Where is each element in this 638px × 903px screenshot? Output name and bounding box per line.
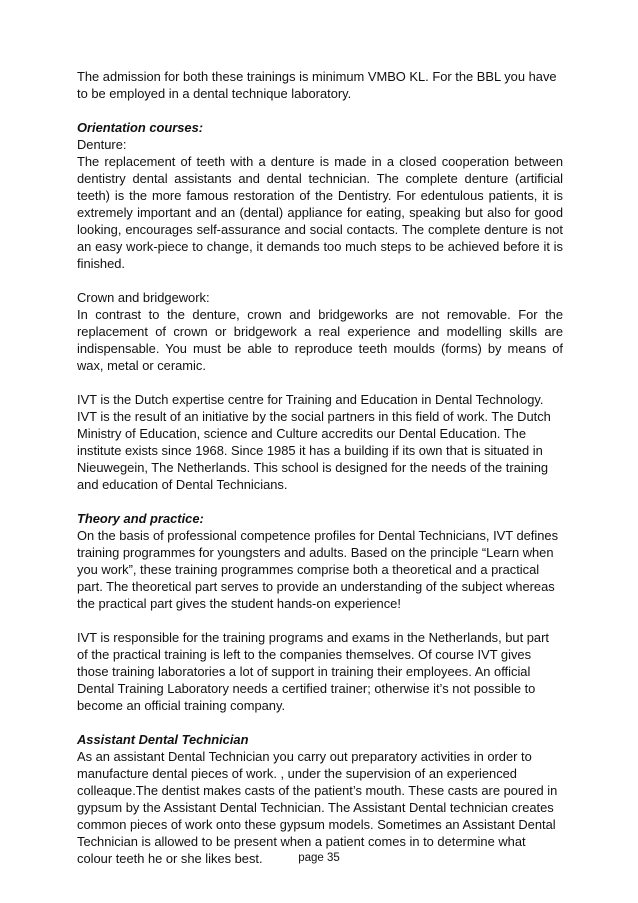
theory-heading: Theory and practice: — [77, 511, 204, 526]
orientation-heading: Orientation courses: — [77, 120, 204, 135]
assistant-heading: Assistant Dental Technician — [77, 732, 249, 747]
ivt-paragraph: IVT is the Dutch expertise centre for Training and Education in Dental Technology. IVT is the result of an initiative by the social partners in this field of work. The Dutch Ministry of Education, science and Culture accredits our Dental Education. The institute exists since 1968. Since 1985 it has a building if its own that is situated in Nieuwegein, The Netherlands. This school is designed for the needs of the training and education of Dental Technicians. — [77, 392, 551, 492]
page-number: page 35 — [298, 852, 340, 864]
crown-paragraph: In contrast to the denture, crown and bridgeworks are not removable. For the replacement of crown or bridgework a real experience and modelling skills are indispensable. You must be able to reproduce teeth moulds (forms) by means of wax, metal or ceramic. — [77, 307, 563, 373]
denture-paragraph: The replacement of teeth with a denture is made in a closed cooperation between dentistry dental assistants and dental technician. The complete denture (artificial teeth) is the more famous restoration of the Dentistry. For edentulous patients, it is extremely important and an (dental) appliance for eating, speaking but also for good looking, encourages self-assurance and social contacts. The complete denture is not an easy work-piece to change, it demands too much steps to be achieved before it is finished. — [77, 154, 563, 271]
crown-label: Crown and bridgework: — [77, 290, 210, 305]
theory-paragraph-1: On the basis of professional competence profiles for Dental Technicians, IVT defines training programmes for youngsters and adults. Based on the principle “Learn when you work”, these training programmes comprise both a theoretical and a practical part. The theoretical part serves to provide an understanding of the subject whereas the practical part gives the student hands-on experience! — [77, 528, 559, 611]
theory-paragraph-2: IVT is responsible for the training programs and exams in the Netherlands, but part of the practical training is left to the companies themselves. Of course IVT gives those training laboratories a lot of support in training their employees. An official Dental Training Laboratory needs a certified trainer; otherwise it’s not possible to become an official training company. — [77, 630, 549, 713]
denture-label: Denture: — [77, 137, 127, 152]
assistant-paragraph: As an assistant Dental Technician you carry out preparatory activities in order to manufacture dental pieces of work. , under the supervision of an experienced colleaque.The dentist makes casts of the patient’s mouth. These casts are poured in gypsum by the Assistant Dental Technician. The Assistant Dental technician creates common pieces of work onto these gypsum models. Sometimes an Assistant Dental Technician is allowed to be present when a patient comes in to determine what colour teeth he or she likes best. — [77, 749, 558, 866]
intro-paragraph: The admission for both these trainings is minimum VMBO KL. For the BBL you have to be employed in a dental technique laboratory. — [77, 69, 557, 101]
document-body — [77, 68, 563, 867]
